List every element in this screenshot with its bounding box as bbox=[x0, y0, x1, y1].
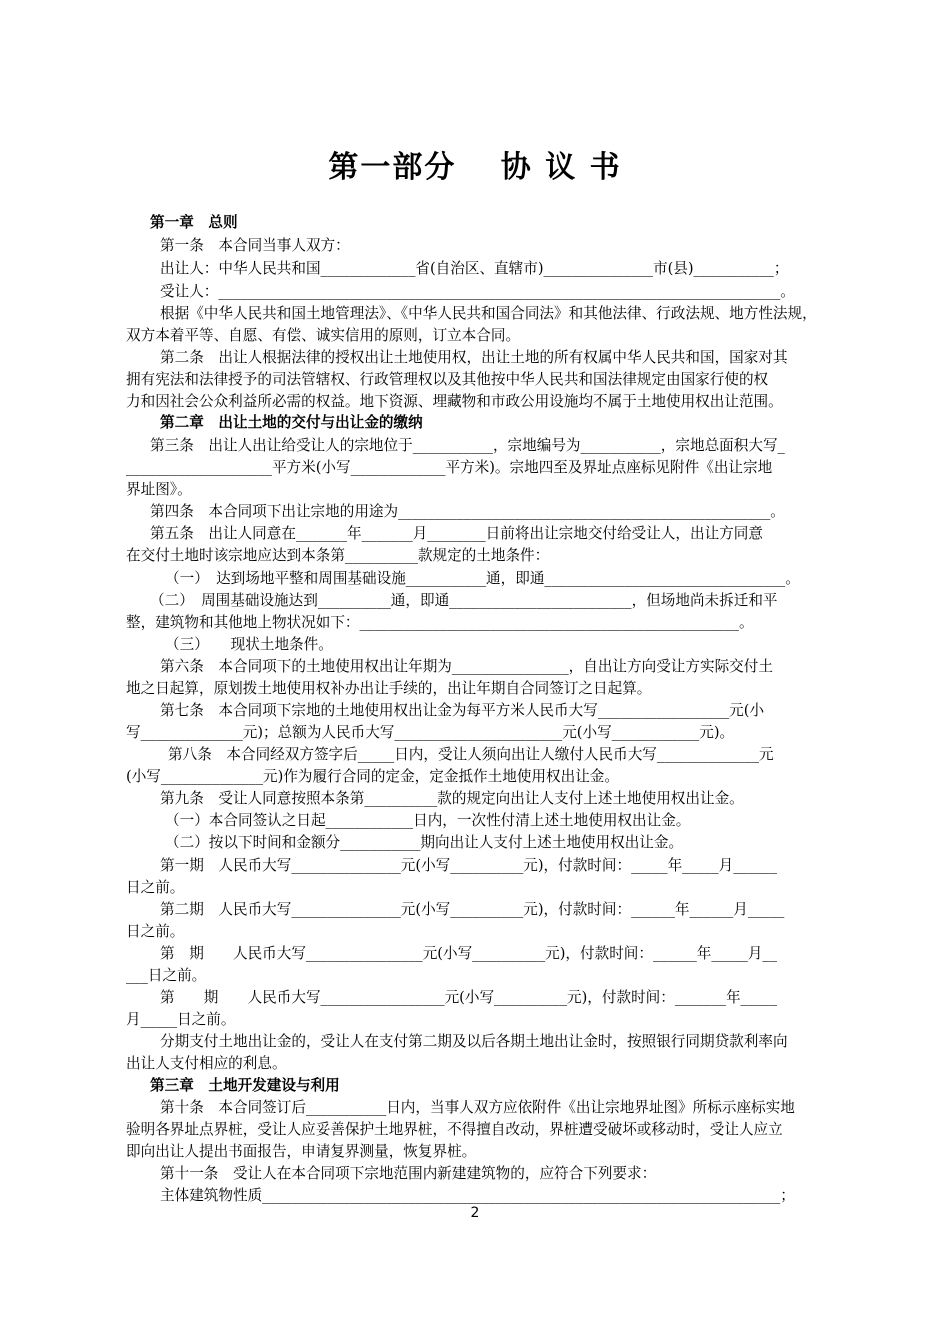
paragraph-line: 日之前。 bbox=[126, 879, 185, 896]
article-4: 第四条 本合同项下出让宗地的用途为___________________________________________________。 bbox=[150, 503, 785, 520]
paragraph-line: 即向出让人提出书面报告，申请复界测量，恢复界桩。 bbox=[126, 1143, 477, 1160]
paragraph-line: 出让人支付相应的利息。 bbox=[126, 1055, 287, 1072]
article-9: 第九条 受让人同意按照本条第__________款的规定向出让人支付上述土地使用权出让金。 bbox=[160, 790, 744, 807]
article-7: 第七条 本合同项下宗地的土地使用权出让金为每平方米人民币大写__________________元(小 bbox=[160, 702, 765, 719]
paragraph-line: 写______________元)；总额为人民币大写_______________________元(小写____________元)。 bbox=[126, 724, 735, 741]
clause-2: （二） 周围基础设施达到__________通，即通_________________________，但场地尚未拆迁和平 bbox=[150, 592, 778, 609]
paragraph-line: 整，建筑物和其他地上物状况如下：____________________________________________________。 bbox=[126, 614, 754, 631]
paragraph-line: 根据《中华人民共和国土地管理法》、《中华人民共和国合同法》和其他法律、行政法规、地方性法规， bbox=[160, 305, 817, 322]
installment-3: 第 期 人民币大写________________元(小写__________元)，付款时间：______年_____月__ bbox=[160, 945, 778, 962]
article-5: 第五条 出让人同意在_______年_______月________日前将出让宗地交付给受让人，出让方同意 bbox=[150, 525, 763, 542]
grantee-line: 受让人：_____________________________________________________________________________。 bbox=[160, 283, 795, 300]
clause-3: （三） 现状土地条件。 bbox=[165, 636, 333, 653]
paragraph-line: 拥有宪法和法律授予的司法管辖权、行政管理权以及其他按中华人民共和国法律规定由国家行使的权 bbox=[126, 371, 769, 388]
article-1: 第一条 本合同当事人双方： bbox=[160, 237, 350, 254]
paragraph-line: (小写______________元)作为履行合同的定金，定金抵作土地使用权出让金。 bbox=[126, 768, 619, 785]
article-2: 第二条 出让人根据法律的授权出让土地使用权，出让土地的所有权属中华人民共和国，国家对其 bbox=[160, 349, 788, 366]
installment-1: 第一期 人民币大写_______________元(小写__________元)，付款时间：_____年_____月______ bbox=[160, 857, 778, 874]
article-8: 第八条 本合同经双方签字后_____日内，受让人须向出让人缴付人民币大写______________元 bbox=[168, 746, 774, 763]
page-number: 2 bbox=[470, 1205, 480, 1221]
paragraph-line: 界址图》。 bbox=[126, 481, 192, 498]
paragraph-line: 在交付土地时该宗地应达到本条第__________款规定的土地条件： bbox=[126, 547, 550, 564]
paragraph-line: 验明各界址点界桩，受让人应妥善保护土地界桩，不得擅自改动，界桩遭受破坏或移动时，受让人应立 bbox=[126, 1121, 783, 1138]
paragraph-line: ____________________平方米(小写_____________平方米)。宗地四至及界址点座标见附件《出让宗地 bbox=[126, 459, 773, 476]
page-title: 第一部分 协 议 书 bbox=[328, 150, 622, 185]
installment-4: 第 期 人民币大写_________________元(小写__________元)，付款时间：_______年_____ bbox=[160, 989, 778, 1006]
article-6: 第六条 本合同项下的土地使用权出让年期为________________，自出让方向受让方实际交付土 bbox=[160, 658, 773, 675]
paragraph-line: 地之日起算，原划拨土地使用权补办出让手续的，出让年期自合同签订之日起算。 bbox=[126, 680, 652, 697]
interest-paragraph: 分期支付土地出让金的，受让人在支付第二期及以后各期土地出让金时，按照银行同期贷款利率向 bbox=[160, 1033, 788, 1050]
paragraph-line: 日之前。 bbox=[126, 923, 185, 940]
chapter-3-heading: 第三章 土地开发建设与利用 bbox=[150, 1077, 340, 1094]
paragraph-line: 双方本着平等、自愿、有偿、诚实信用的原则，订立本合同。 bbox=[126, 327, 521, 344]
building-nature-line: 主体建筑物性质_______________________________________________________________________； bbox=[160, 1187, 795, 1204]
installment-2: 第二期 人民币大写_______________元(小写__________元)，付款时间：______年______月_____ bbox=[160, 901, 785, 918]
article-3: 第三条 出让人出让给受让人的宗地位于___________，宗地编号为___________，宗地总面积大写_ bbox=[150, 437, 785, 454]
paragraph-line: 月_____日之前。 bbox=[126, 1011, 236, 1028]
grantor-line: 出让人：中华人民共和国_____________省(自治区、直辖市)_______________市(县)___________； bbox=[160, 260, 789, 277]
payment-option-1: （一）本合同签认之日起____________日内，一次性付清上述土地使用权出让金。 bbox=[165, 812, 691, 829]
paragraph-line: 力和因社会公众利益所必需的权益。地下资源、埋藏物和市政公用设施均不属于土地使用权出让范围。 bbox=[126, 393, 783, 410]
chapter-1-heading: 第一章 总则 bbox=[150, 214, 238, 231]
article-10: 第十条 本合同签订后___________日内，当事人双方应依附件《出让宗地界址图》所标示座标实地 bbox=[160, 1099, 795, 1116]
article-11: 第十一条 受让人在本合同项下宗地范围内新建建筑物的，应符合下列要求： bbox=[160, 1165, 657, 1182]
chapter-2-heading: 第二章 出让土地的交付与出让金的缴纳 bbox=[160, 414, 423, 431]
clause-1: （一） 达到场地平整和周围基础设施___________通，即通_________________________________。 bbox=[165, 570, 800, 587]
paragraph-line: ___日之前。 bbox=[126, 967, 207, 984]
payment-option-2: （二）按以下时间和金额分___________期向出让人支付上述土地使用权出让金。 bbox=[165, 834, 684, 851]
